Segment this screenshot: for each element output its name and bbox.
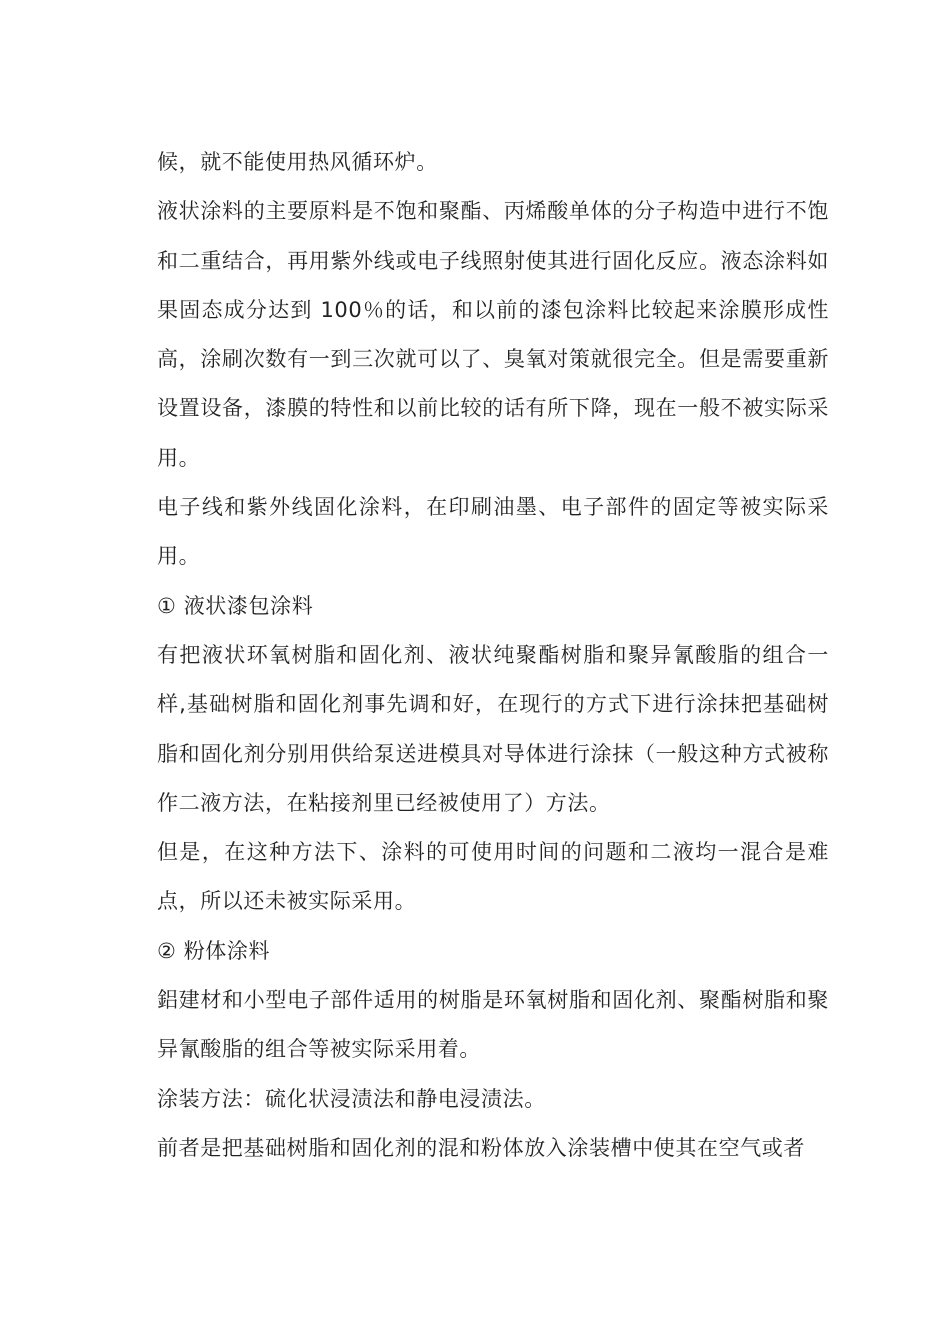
section-heading-liquid-enamel: ① 液状漆包涂料 bbox=[157, 593, 314, 618]
paragraph-difficulties: 但是，在这种方法下、涂料的可使用时间的问题和二液均一混合是难点，所以还未被实际采用。 bbox=[157, 840, 829, 914]
paragraph-liquid-coating: 液状涂料的主要原料是不饱和聚酯、丙烯酸单体的分子构造中进行不饱和二重结合，再用紫外线或电子线照射使其进行固化反应。液态涂料如果固态成分达到 100％的话，和以前的漆包涂料比较起来涂膜形成性高，涂刷次数有一到三次就可以了、臭氧对策就很完全。但是需要重新设置设备，漆膜的特性和以前比较的话有所下降，现在一般不被实际采用。 bbox=[157, 199, 829, 470]
paragraph-uv-eb-curing: 电子线和紫外线固化涂料，在印刷油墨、电子部件的固定等被实际采用。 bbox=[157, 495, 829, 569]
section-heading-powder-coating: ② 粉体涂料 bbox=[157, 938, 271, 963]
paragraph-powder-resins: 鋁建材和小型电子部件适用的树脂是环氧树脂和固化剂、聚酯树脂和聚异氰酸脂的组合等被实际采用着。 bbox=[157, 988, 829, 1062]
paragraph-two-liquid-method: 有把液状环氧树脂和固化剂、液状纯聚酯树脂和聚异氰酸脂的组合一样,基础树脂和固化剂事先调和好，在现行的方式下进行涂抹把基础树脂和固化剂分别用供给泵送进模具对导体进行涂抹（一般这种方式被称作二液方法，在粘接剂里已经被使用了）方法。 bbox=[157, 642, 829, 815]
paragraph-former-method: 前者是把基础树脂和固化剂的混和粉体放入涂装槽中使其在空气或者 bbox=[157, 1135, 805, 1160]
document-body bbox=[157, 138, 829, 1173]
paragraph-continuation: 候，就不能使用热风循环炉。 bbox=[157, 150, 438, 174]
paragraph-coating-methods: 涂装方法：硫化状浸渍法和静电浸渍法。 bbox=[157, 1086, 546, 1111]
